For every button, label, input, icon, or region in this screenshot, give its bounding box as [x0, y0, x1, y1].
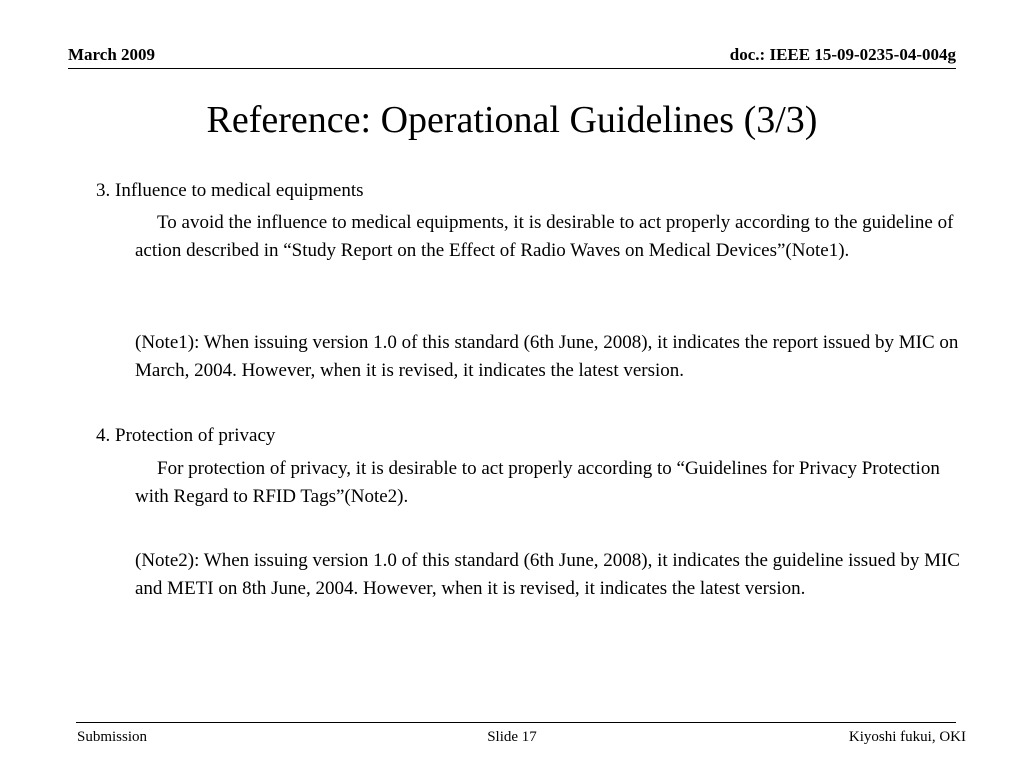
- section-4-note: (Note2): When issuing version 1.0 of this standard (6th June, 2008), it indicates the guideline issued by MIC and METI on 8th June, 2004. However, when it is revised, it indicates the latest version.: [135, 550, 960, 599]
- header-doc-id: doc.: IEEE 15-09-0235-04-004g: [729, 45, 956, 64]
- section-3-heading: 3. Influence to medical equipments: [96, 180, 364, 201]
- section-4-heading: 4. Protection of privacy: [96, 425, 276, 446]
- slide-title: Reference: Operational Guidelines (3/3): [206, 99, 818, 141]
- footer-author: Kiyoshi fukui, OKI: [848, 729, 966, 745]
- footer-submission: Submission: [77, 729, 148, 745]
- section-3-body: To avoid the influence to medical equipments, it is desirable to act properly according to the guideline of action described in “Study Report on the Effect of Radio Waves on Medical Devices”(Note1).: [135, 212, 954, 261]
- footer-divider: [76, 722, 956, 723]
- header-divider: [68, 68, 956, 69]
- section-3-note: (Note1): When issuing version 1.0 of this standard (6th June, 2008), it indicates the report issued by MIC on March, 2004. However, when it is revised, it indicates the latest version.: [135, 332, 959, 381]
- section-4-body: For protection of privacy, it is desirable to act properly according to “Guidelines for Privacy Protection with Regard to RFID Tags”(Note2).: [135, 458, 940, 507]
- header-date: March 2009: [68, 45, 156, 64]
- footer-slide-number: Slide 17: [487, 729, 537, 745]
